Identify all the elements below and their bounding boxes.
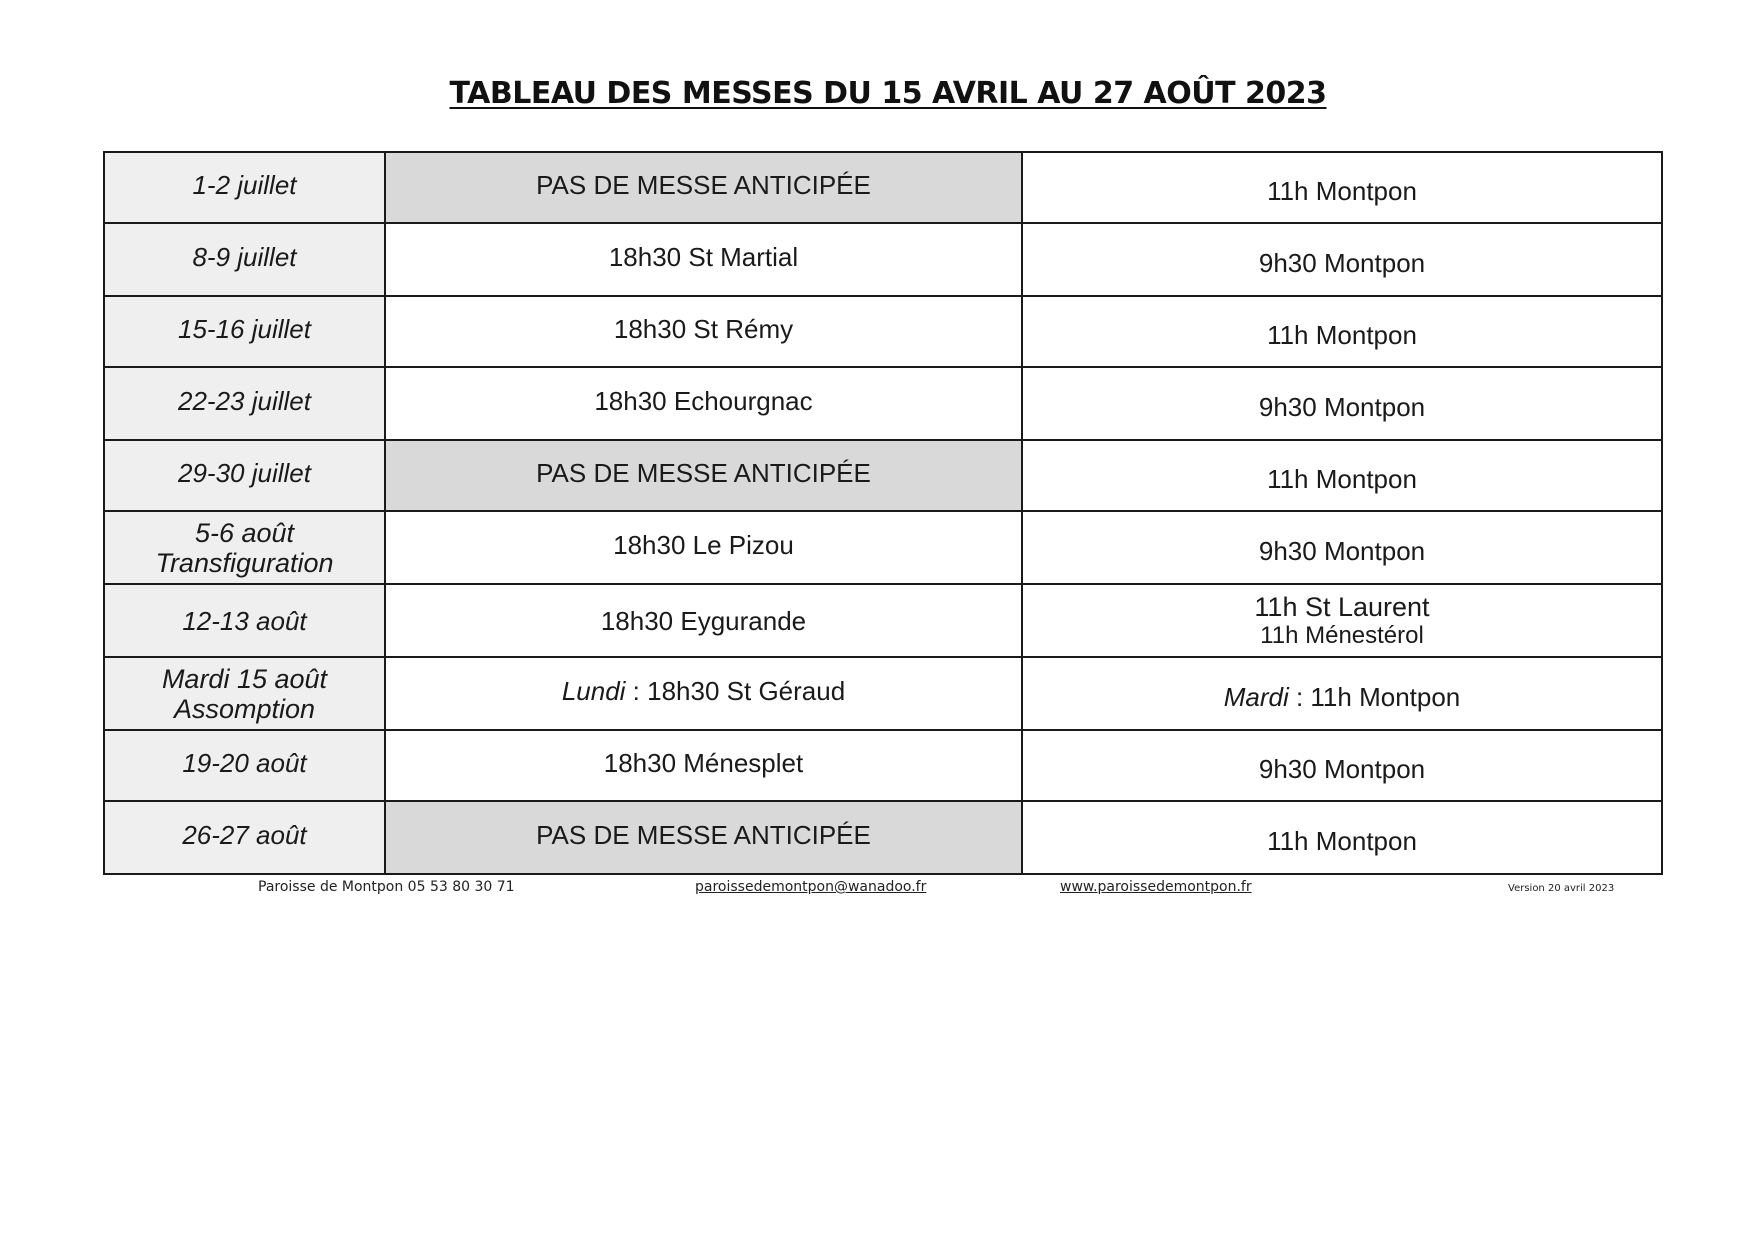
saturday-mass-cell: 18h30 Ménesplet: [385, 730, 1022, 801]
mass-schedule-table: [103, 151, 1663, 875]
table-row: [104, 801, 1662, 874]
page-title: TABLEAU DES MESSES DU 15 AVRIL AU 27 AOÛT 2023: [449, 76, 1327, 111]
sunday-mass-cell: 11h Montpon: [1022, 296, 1662, 367]
footer-version: Version 20 avril 2023: [1508, 883, 1615, 894]
saturday-mass-cell: 18h30 St Martial: [385, 223, 1022, 296]
date-cell: [104, 511, 385, 584]
sunday-mass-line: 11h Ménestérol: [1260, 621, 1424, 649]
date-cell: 19-20 août: [104, 730, 385, 801]
table-row: [104, 296, 1662, 367]
sunday-mass-cell: Mardi : 11h Montpon: [1022, 657, 1662, 730]
sunday-mass-cell: 9h30 Montpon: [1022, 367, 1662, 440]
saturday-mass-cell: PAS DE MESSE ANTICIPÉE: [385, 801, 1022, 874]
saturday-mass-cell: Lundi : 18h30 St Géraud: [385, 657, 1022, 730]
footer-website-link[interactable]: www.paroissedemontpon.fr: [1060, 879, 1252, 895]
saturday-mass-cell: PAS DE MESSE ANTICIPÉE: [385, 440, 1022, 511]
table-row: [104, 152, 1662, 223]
date-cell: 8-9 juillet: [104, 223, 385, 296]
sunday-mass-cell: 9h30 Montpon: [1022, 511, 1662, 584]
date-cell: 15-16 juillet: [104, 296, 385, 367]
sunday-mass-cell: 11h Montpon: [1022, 801, 1662, 874]
sunday-mass-cell: [1022, 584, 1662, 657]
saturday-mass-cell: 18h30 Le Pizou: [385, 511, 1022, 584]
date-cell: 1-2 juillet: [104, 152, 385, 223]
date-cell: 12-13 août: [104, 584, 385, 657]
date-cell: [104, 657, 385, 730]
table-row: [104, 584, 1662, 657]
sunday-mass-cell: 9h30 Montpon: [1022, 730, 1662, 801]
footer-parish-phone: Paroisse de Montpon 05 53 80 30 71: [258, 879, 515, 895]
day-prefix: Lundi: [561, 675, 626, 706]
table-row: [104, 730, 1662, 801]
saturday-mass-cell: 18h30 Eygurande: [385, 584, 1022, 657]
table-row: [104, 657, 1662, 730]
date-line: 5-6 août: [194, 517, 295, 548]
date-cell: 26-27 août: [104, 801, 385, 874]
sunday-mass-cell: 11h Montpon: [1022, 152, 1662, 223]
day-prefix: Mardi: [1223, 681, 1289, 712]
feast-name: Assomption: [173, 693, 316, 724]
table-row: [104, 223, 1662, 296]
table-row: [104, 367, 1662, 440]
table-row: [104, 440, 1662, 511]
table-row: [104, 511, 1662, 584]
date-line: Mardi 15 août: [161, 663, 328, 694]
sunday-mass-cell: 9h30 Montpon: [1022, 223, 1662, 296]
sunday-mass-cell: 11h Montpon: [1022, 440, 1662, 511]
date-cell: 29-30 juillet: [104, 440, 385, 511]
date-cell: 22-23 juillet: [104, 367, 385, 440]
saturday-mass-cell: 18h30 Echourgnac: [385, 367, 1022, 440]
saturday-mass-cell: PAS DE MESSE ANTICIPÉE: [385, 152, 1022, 223]
footer-email-link[interactable]: paroissedemontpon@wanadoo.fr: [695, 879, 927, 895]
feast-name: Transfiguration: [155, 547, 334, 578]
saturday-mass-cell: 18h30 St Rémy: [385, 296, 1022, 367]
sunday-mass-line: 11h St Laurent: [1254, 591, 1430, 622]
